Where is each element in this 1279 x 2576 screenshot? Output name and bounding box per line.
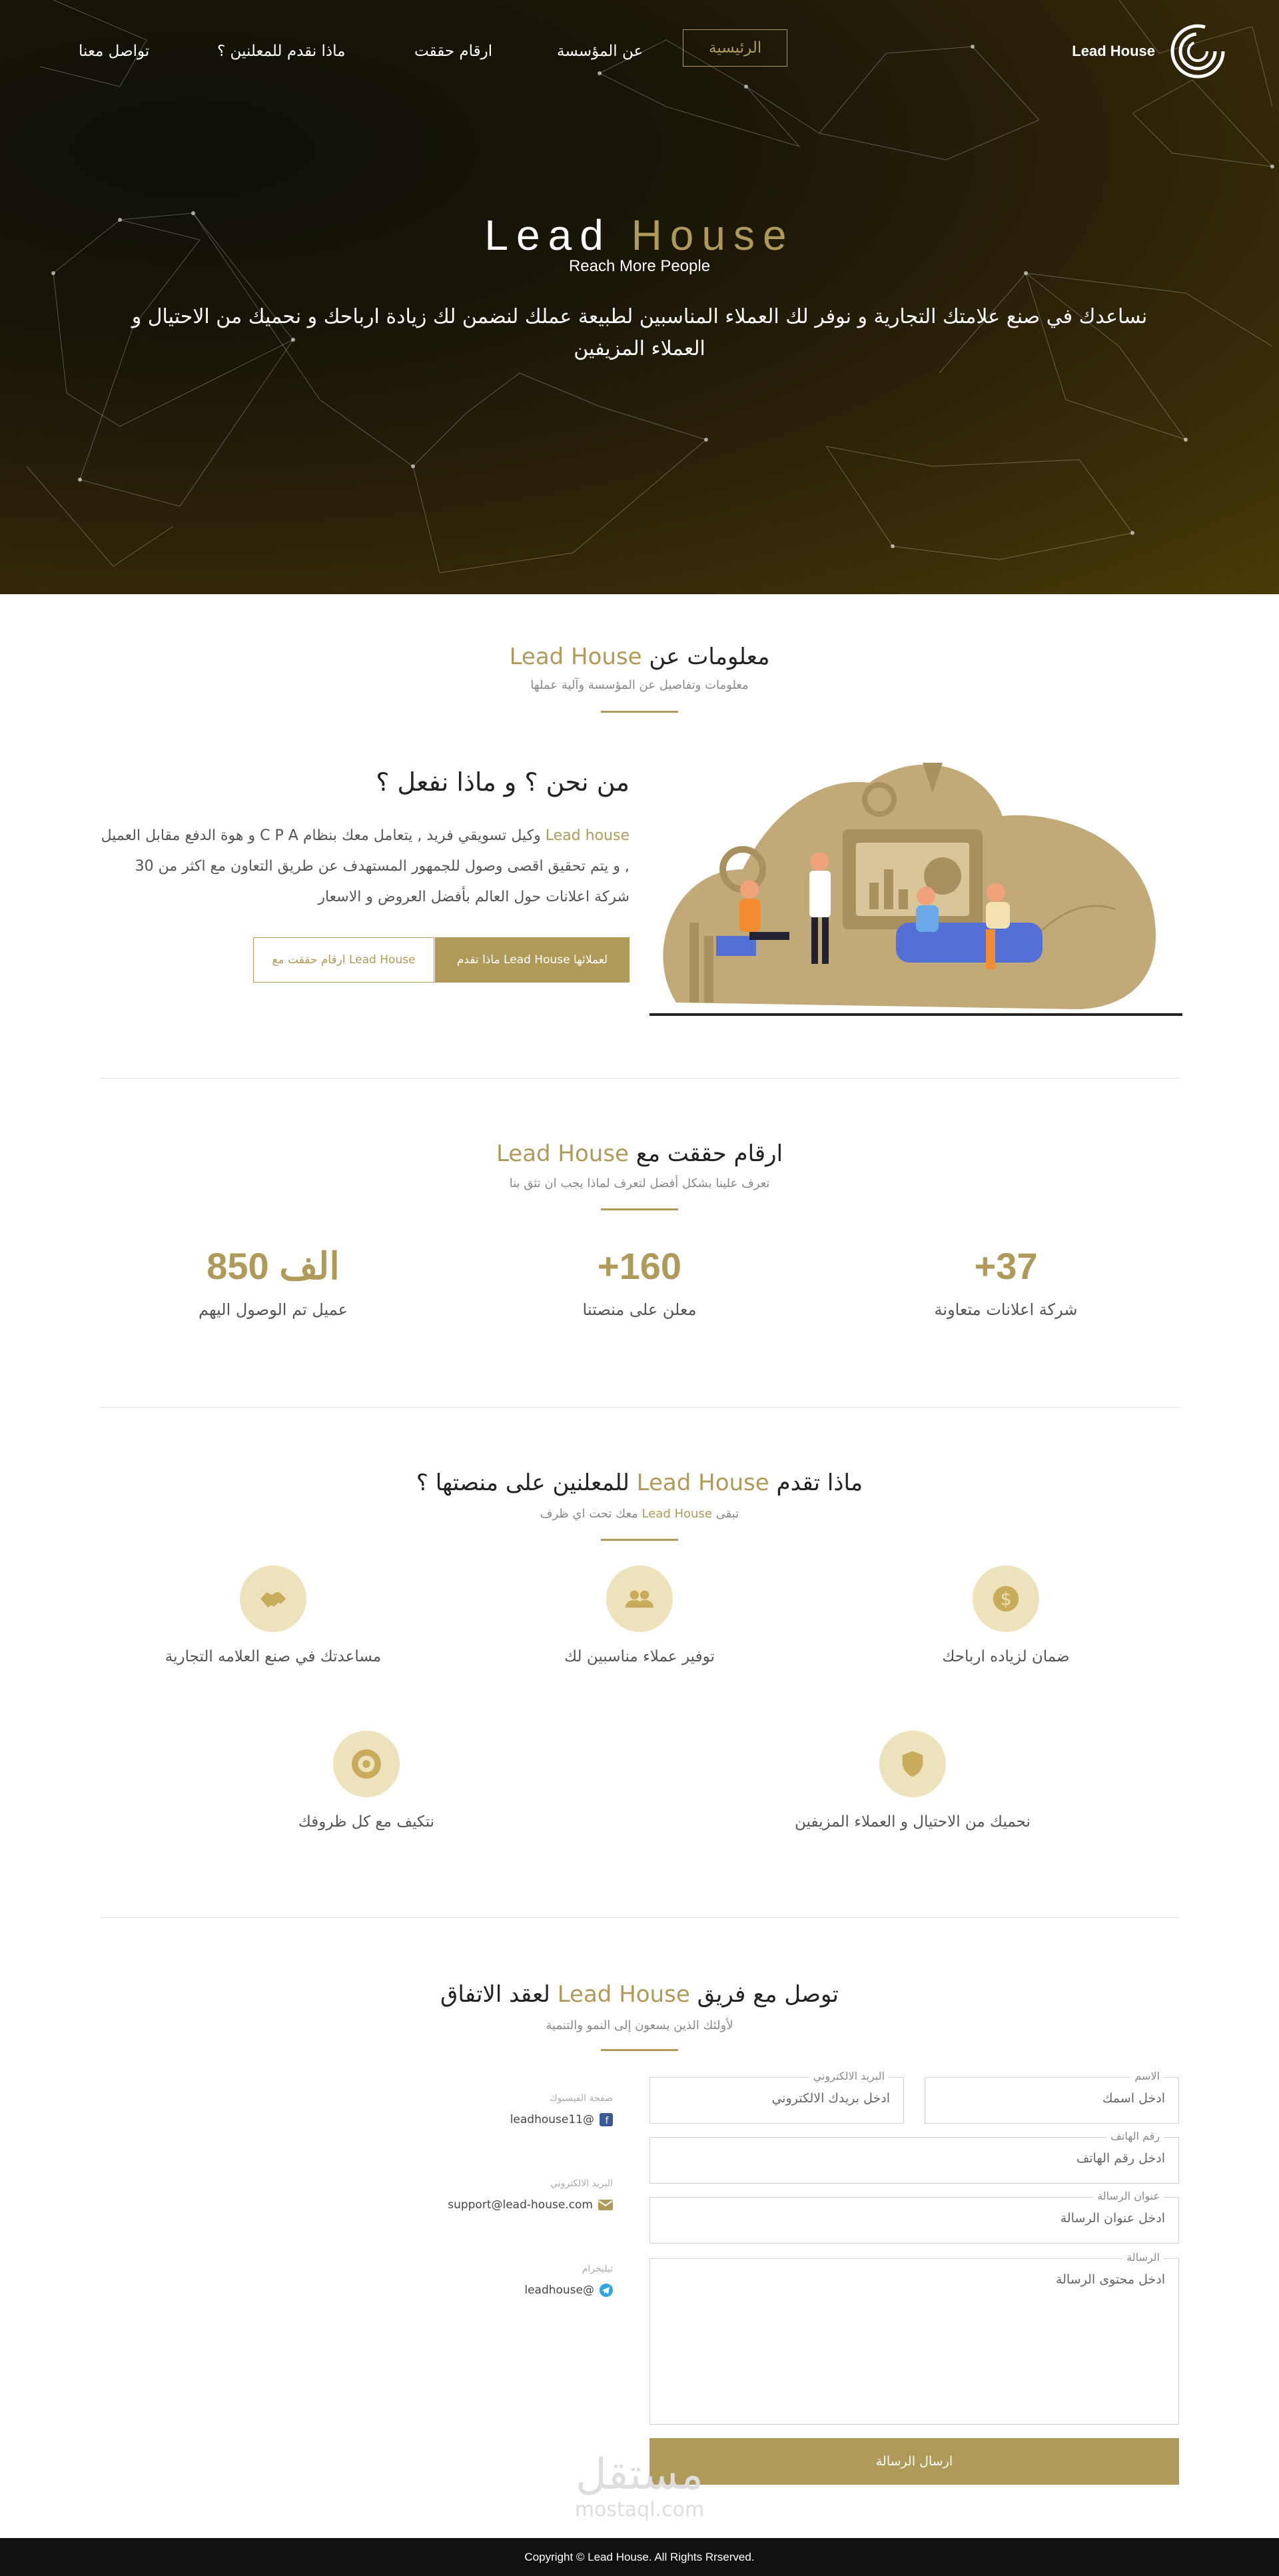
stats-button[interactable]: ارقام حققت مع Lead House	[253, 937, 434, 983]
email-info-label: البريد الالكتروني	[550, 2178, 613, 2189]
brand[interactable]	[1072, 28, 1226, 75]
mail-icon	[598, 2200, 613, 2210]
copyright-text: Copyright © Lead House. All Rights Rrserved.	[524, 2550, 755, 2563]
phone-field[interactable]	[649, 2130, 1179, 2184]
service-label: توفير عملاء مناسبين لك	[564, 1648, 715, 1665]
nav-services[interactable]: ماذا نقدم للمعلنين ؟	[217, 43, 346, 60]
contact-title-underline	[601, 2049, 678, 2051]
contact-email	[448, 2178, 613, 2212]
nav-stats[interactable]: ارقام حققت	[414, 43, 493, 60]
contact-title-prefix: توصل مع فريق	[697, 1981, 839, 2008]
services-title	[0, 1470, 1279, 1496]
facebook-label: صفحة الفيسبوك	[550, 2093, 613, 2104]
contact-subtitle: لأولئك الذين يسعون إلى النمو والتنمية	[546, 2018, 733, 2032]
stat-label: شركة اعلانات متعاونة	[934, 1300, 1078, 1319]
facebook-icon	[600, 2113, 613, 2126]
mostaql-watermark	[560, 2451, 719, 2521]
services-title-brand: Lead House	[636, 1470, 769, 1496]
service-label: مساعدتك في صنع العلامه التجارية	[165, 1648, 382, 1665]
service-label: ضمان لزياده ارباحك	[942, 1648, 1070, 1665]
service-label: نحميك من الاحتيال و العملاء المزيفين	[795, 1813, 1031, 1831]
svg-text:f: f	[605, 2116, 609, 2126]
services-sub-prefix: تبقى	[715, 1507, 739, 1521]
watermark-arabic: مستقل	[576, 2450, 703, 2499]
hero-title	[0, 211, 1279, 260]
about-title-prefix: معلومات عن	[649, 644, 770, 670]
brand-name: Lead House	[1072, 43, 1155, 59]
about-title-brand: Lead House	[509, 644, 642, 670]
contact-title-suffix: لعقد الاتفاق	[440, 1981, 550, 2008]
contact-title	[0, 1981, 1279, 2008]
email-field[interactable]	[649, 2070, 904, 2124]
name-placeholder: ادخل اسمك	[1102, 2091, 1165, 2106]
hero-description: نساعدك في صنع علامتك التجارية و نوفر لك العملاء المناسبين لطبيعة عملك لنضمن لك زيادة ارباحك و نحميك من الاحتيال و العملاء المزيفين	[131, 305, 1148, 360]
handshake-icon	[258, 1583, 288, 1614]
lifebuoy-icon	[351, 1749, 382, 1779]
phone-label: رقم الهاتف	[1106, 2130, 1164, 2142]
divider	[100, 1407, 1179, 1408]
services-title-underline	[601, 1539, 678, 1541]
service-icon	[606, 1565, 673, 1632]
telegram-label: تيليجرام	[582, 2264, 613, 2274]
service-icon	[333, 1731, 400, 1797]
hero-subtitle: Reach More People	[568, 257, 711, 275]
network-background	[0, 0, 1279, 594]
message-field[interactable]	[649, 2251, 1179, 2425]
phone-placeholder: ادخل رقم الهاتف	[1076, 2151, 1165, 2166]
subject-label: عنوان الرسالة	[1093, 2190, 1164, 2202]
services-button[interactable]: ماذا تقدم Lead House لعملائها	[435, 937, 630, 983]
services-subtitle	[0, 1507, 1279, 1521]
services-sub-suffix: معك تحت اي ظرف	[540, 1507, 638, 1521]
top-navbar	[0, 28, 1279, 75]
dollar-icon	[991, 1583, 1021, 1614]
nav-about[interactable]: عن المؤسسة	[557, 43, 643, 60]
message-label: الرسالة	[1122, 2251, 1164, 2264]
stats-title-brand: Lead House	[496, 1140, 629, 1167]
stats-title-prefix: ارقام حققت مع	[636, 1140, 783, 1167]
service-icon	[879, 1731, 946, 1797]
team-illustration	[649, 736, 1182, 1016]
name-field[interactable]	[925, 2070, 1179, 2124]
about-paragraph-text: وكيل تسويقي فريد , يتعامل معك بنظام C P A و هوة الدفع مقابل العميل , و يتم تحقيق اقصى وصول للجمهور المستهدف عن طريق التعاون مع اكثر من 30 شركة اعلانات حول العالم بأفضل العروض و الاسعار	[101, 827, 630, 905]
facebook-value[interactable]: leadhouse11@	[510, 2113, 594, 2126]
service-label: نتكيف مع كل ظروفك	[298, 1813, 435, 1831]
footer	[0, 2538, 1279, 2576]
stat-value: 850 الف	[207, 1245, 340, 1287]
stats-title	[0, 1140, 1279, 1167]
stats-title-underline	[601, 1208, 678, 1210]
logo-icon	[1170, 23, 1226, 79]
contact-title-brand: Lead House	[557, 1981, 690, 2008]
services-sub-brand: Lead House	[641, 1507, 712, 1521]
svg-text:$: $	[1000, 1589, 1012, 1610]
stat-label: عميل تم الوصول اليهم	[198, 1300, 348, 1319]
nav-home[interactable]: الرئيسية	[683, 29, 787, 67]
about-paragraph-brand: Lead house	[545, 827, 630, 844]
subject-placeholder: ادخل عنوان الرسالة	[1060, 2211, 1165, 2226]
watermark-latin: mostaql.com	[574, 2498, 705, 2521]
email-info-value[interactable]: support@lead-house.com	[448, 2198, 593, 2212]
service-icon	[973, 1565, 1039, 1632]
service-icon	[240, 1565, 306, 1632]
shield-icon	[897, 1749, 928, 1779]
message-placeholder: ادخل محتوى الرسالة	[1055, 2272, 1165, 2287]
about-paragraph	[97, 821, 630, 913]
subject-field[interactable]	[649, 2190, 1179, 2244]
email-placeholder: ادخل بريدك الالكتروني	[771, 2091, 890, 2106]
name-label: الاسم	[1130, 2070, 1164, 2082]
stat-label: معلن على منصتنا	[582, 1300, 697, 1319]
about-heading: من نحن ؟ و ماذا نفعل ؟	[376, 767, 630, 797]
stat-value: +37	[974, 1245, 1038, 1287]
users-icon	[624, 1583, 655, 1614]
about-title	[0, 644, 1279, 670]
contact-facebook	[510, 2093, 613, 2126]
email-label: البريد الالكتروني	[809, 2070, 889, 2082]
services-title-prefix: ماذا تقدم	[776, 1470, 863, 1496]
divider	[100, 1917, 1179, 1918]
contact-telegram	[524, 2264, 613, 2297]
about-subtitle: معلومات وتفاصيل عن المؤسسة وآلية عملها	[530, 678, 749, 692]
stats-subtitle: تعرف علينا بشكل أفضل لتعرف لماذا يجب ان تثق بنا	[509, 1176, 770, 1190]
stat-value: +160	[597, 1245, 682, 1287]
submit-button[interactable]: ارسال الرسالة	[649, 2438, 1179, 2485]
telegram-value[interactable]: leadhouse@	[524, 2284, 594, 2297]
hero-title-lead: Lead	[484, 211, 612, 259]
telegram-icon	[600, 2284, 613, 2297]
nav-contact[interactable]: تواصل معنا	[79, 43, 150, 60]
about-title-underline	[601, 711, 678, 713]
hero-title-house: House	[631, 211, 795, 259]
hero-section	[0, 0, 1279, 594]
services-title-suffix: للمعلنين على منصتها ؟	[416, 1470, 630, 1496]
